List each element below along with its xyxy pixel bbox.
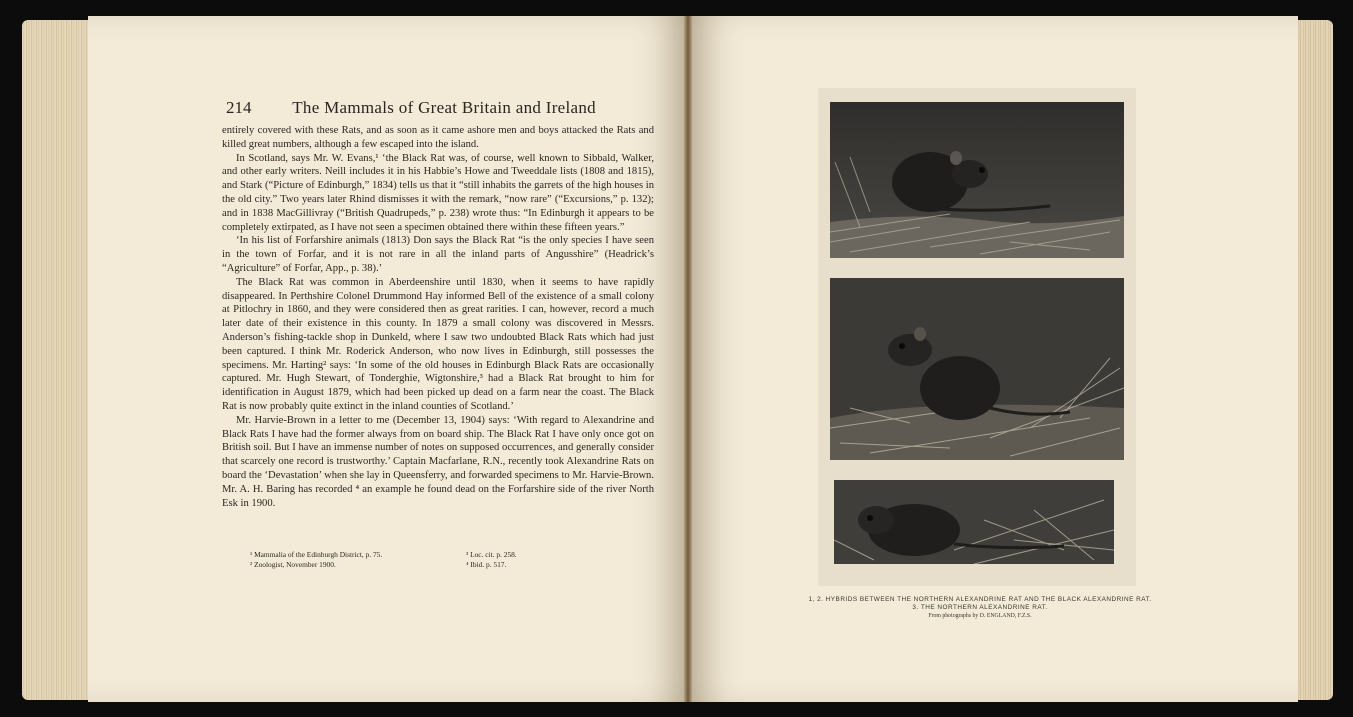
right-page-edges [1295, 20, 1333, 700]
book-gutter [684, 16, 692, 702]
running-title: The Mammals of Great Britain and Ireland [292, 98, 596, 117]
rat-photo-2 [830, 278, 1124, 460]
caption-credit: From photographs by D. ENGLAND, F.Z.S. [928, 613, 1032, 619]
running-head [226, 98, 646, 118]
footnote: ¹ Mammalia of the Edinburgh District, p. 75. [250, 550, 383, 559]
body-text [222, 124, 654, 510]
footnote: ⁴ Ibid. p. 517. [466, 560, 507, 569]
page-number: 214 [226, 98, 252, 117]
rat-photo-3 [834, 480, 1114, 564]
footnote: ³ Loc. cit. p. 258. [466, 550, 517, 559]
plate-caption [800, 596, 1160, 619]
rat-photo-1 [830, 102, 1124, 258]
left-page-edges [22, 20, 92, 700]
paragraph: entirely covered with these Rats, and as soon as it came ashore men and boys attacked the Rats and killed great numbers, although a few escaped into the island. [222, 125, 654, 150]
paragraph: The Black Rat was common in Aberdeenshire until 1830, when it seems to have rapidly disappeared. In Perthshire Colonel Drummond Hay informed Bell of the existence of a small colony at Pitlochry in 1860, and they were considered then as great rarities. I can, however, record a much later date of their existence in this county. In 1879 a small colony was discovered in Messrs. Anderson’s fishing-tackle shop in Dunkeld, where I saw two undoubted Black Rats which had just been captured. I think Mr. Roderick Anderson, who now lives in Edinburgh, still possesses the specimens. Mr. Harting² says: ‘In some of the old houses in Edinburgh Black Rats are occasionally captured. Mr. Hugh Stewart, of Tonderghie, Wigtonshire,³ had a Black Rat brought to him for identification in August 1879, which had been picked up dead on a farm near the coast. The Black Rat is now probably quite extinct in the inland counties of Scotland.’ [222, 276, 654, 412]
paragraph: In Scotland, says Mr. W. Evans,¹ ‘the Black Rat was, of course, well known to Sibbald, Walker, and other early writers. Neill includes it in his Habbie’s Howe and Tweeddale lists (1808 and 1815), and Stark (“Picture of Edinburgh,” 1834) tells us that it “still inhabits the garrets of the high houses in the old city.” Two years later Rhind dismisses it with the remark, “now rare” (“Excursions,” p. 132); and in 1838 MacGillivray (“British Quadrupeds,” p. 238) wrote thus: “In Edinburgh it appears to be completely extirpated, as I have not seen a specimen obtained there within these fifteen years.” [222, 152, 654, 233]
footnote: ² Zoologist, November 1900. [250, 560, 336, 569]
caption-line-2: 3. THE NORTHERN ALEXANDRINE RAT. [912, 604, 1048, 611]
paragraph: ‘In his list of Forfarshire animals (1813) Don says the Black Rat “is the only species I have seen in the town of Forfar, and it is not rare in all the inland parts of Angusshire” (Headrick’s “Agriculture” of Forfar, App., p. 38).’ [222, 235, 654, 274]
paragraph: Mr. Harvie-Brown in a letter to me (December 13, 1904) says: ‘With regard to Alexandrine and Black Rats I have had the former always from on board ship. The Black Rat I have only once got on British soil. But I have an immense number of notes on supposed occurrences, and generally consider that scarcely one record is trustworthy.’ Captain Macfarlane, R.N., recently took Alexandrine Rats on board the ‘Devastation’ when she lay in Queensferry, and forwarded specimens to Mr. Harvie-Brown. Mr. A. H. Baring has recorded ⁴ an example he found dead on the Forfarshire side of the river North Esk in 1900. [222, 414, 654, 509]
caption-line-1: 1, 2. HYBRIDS BETWEEN THE NORTHERN ALEXANDRINE RAT AND THE BLACK ALEXANDRINE RAT. [808, 596, 1152, 603]
